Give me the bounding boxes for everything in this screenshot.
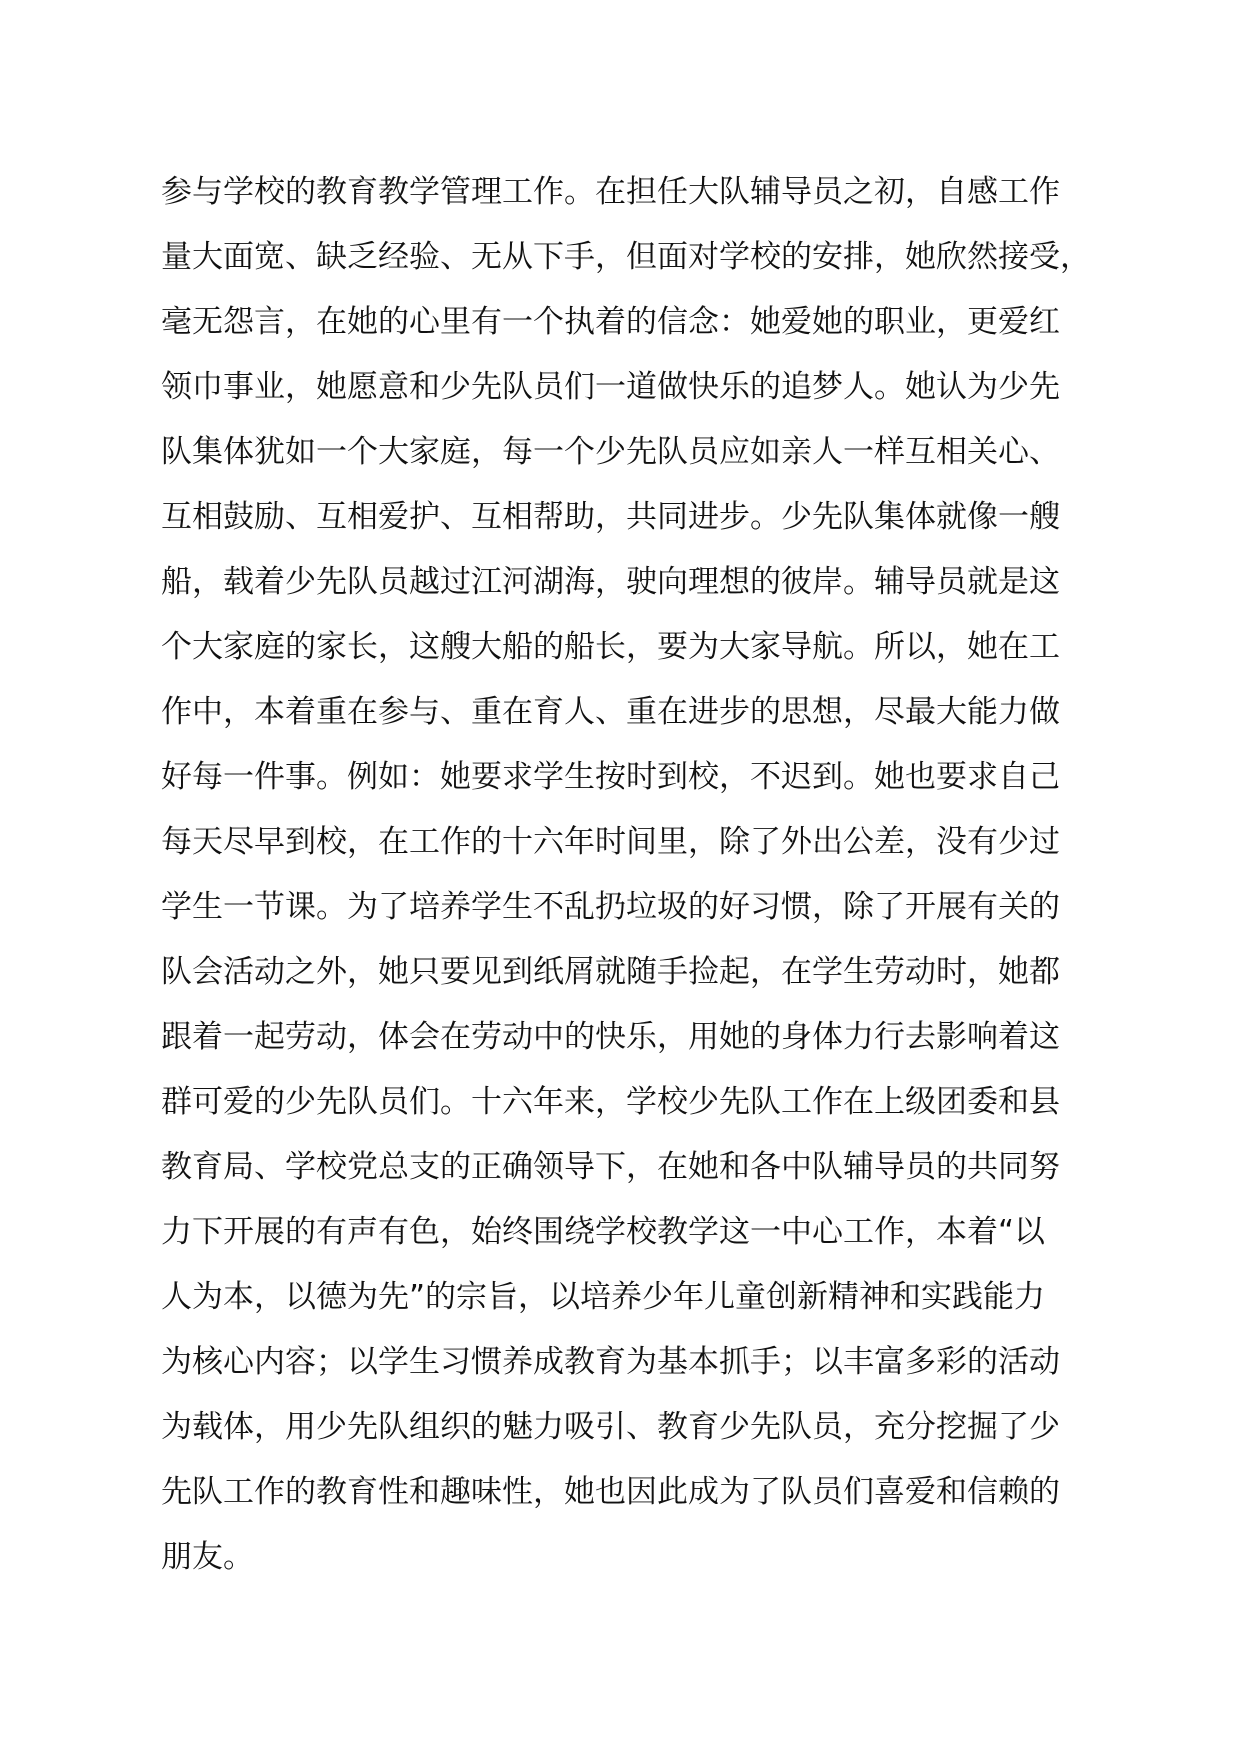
text-line: 队集体犹如一个大家庭，每一个少先队员应如亲人一样互相关心、 [161,434,1060,470]
text-line: 互相鼓励、互相爱护、互相帮助，共同进步。少先队集体就像一艘 [161,499,1060,535]
text-line: 学生一节课。为了培养学生不乱扔垃圾的好习惯，除了开展有关的 [161,889,1060,925]
text-line: 跟着一起劳动，体会在劳动中的快乐，用她的身体力行去影响着这 [161,1019,1060,1055]
text-line: 个大家庭的家长，这艘大船的船长，要为大家导航。所以，她在工 [161,629,1060,665]
text-line: 力下开展的有声有色，始终围绕学校教学这一中心工作，本着“以 [161,1214,1046,1250]
text-line: 为载体，用少先队组织的魅力吸引、教育少先队员，充分挖掘了少 [161,1409,1060,1445]
body-paragraph [161,160,1121,1590]
text-line: 队会活动之外，她只要见到纸屑就随手捡起，在学生劳动时，她都 [161,954,1060,990]
text-line: 朋友。 [161,1539,254,1575]
text-line: 参与学校的教育教学管理工作。在担任大队辅导员之初，自感工作 [161,174,1060,210]
text-line: 人为本，以德为先”的宗旨，以培养少年儿童创新精神和实践能力 [161,1279,1046,1315]
text-line: 为核心内容；以学生习惯养成教育为基本抓手；以丰富多彩的活动 [161,1344,1060,1380]
text-line: 量大面宽、缺乏经验、无从下手，但面对学校的安排，她欣然接受， [161,239,1091,275]
text-line: 每天尽早到校，在工作的十六年时间里，除了外出公差，没有少过 [161,824,1060,860]
text-line: 毫无怨言，在她的心里有一个执着的信念：她爱她的职业，更爱红 [161,304,1060,340]
text-line: 好每一件事。例如：她要求学生按时到校，不迟到。她也要求自己 [161,759,1060,795]
text-line: 群可爱的少先队员们。十六年来，学校少先队工作在上级团委和县 [161,1084,1060,1120]
text-line: 教育局、学校党总支的正确领导下，在她和各中队辅导员的共同努 [161,1149,1060,1185]
text-line: 先队工作的教育性和趣味性，她也因此成为了队员们喜爱和信赖的 [161,1474,1060,1510]
text-line: 作中，本着重在参与、重在育人、重在进步的思想，尽最大能力做 [161,694,1060,730]
text-line: 领巾事业，她愿意和少先队员们一道做快乐的追梦人。她认为少先 [161,369,1060,405]
text-line: 船，载着少先队员越过江河湖海，驶向理想的彼岸。辅导员就是这 [161,564,1060,600]
